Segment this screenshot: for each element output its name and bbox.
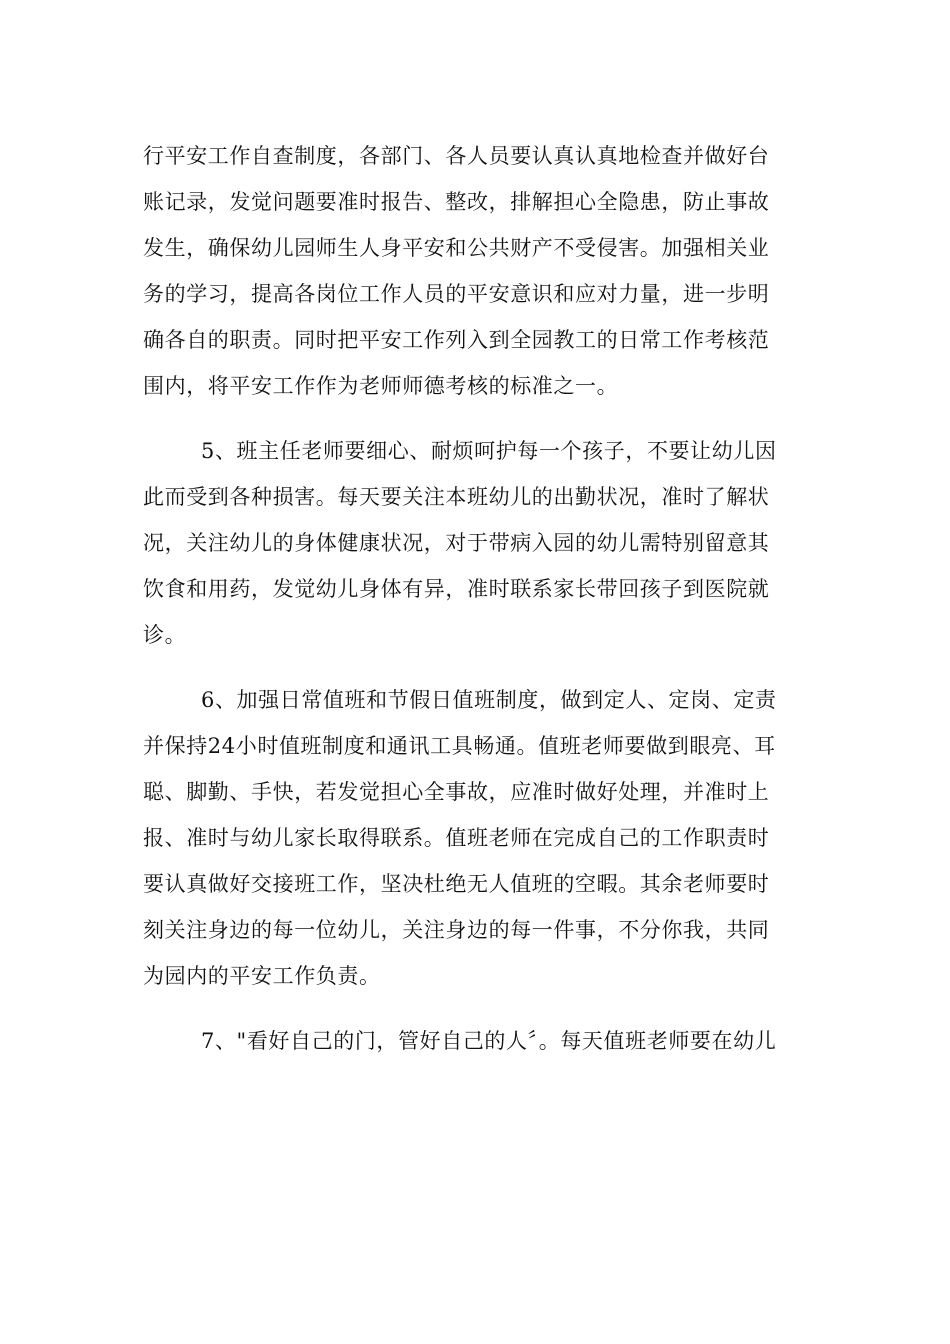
text-line: 刻关注身边的每一位幼儿，关注身边的每一件事，不分你我，共同: [143, 918, 770, 942]
text-line: 账记录，发觉问题要准时报告、整改，排解担心全隐患，防止事故: [143, 190, 770, 214]
text-line: 5、班主任老师要细心、耐烦呵护每一个孩子，不要让幼儿因: [201, 439, 777, 463]
text-line: 报、准时与幼儿家长取得联系。值班老师在完成自己的工作职责时: [143, 826, 770, 850]
paragraph-gap: [143, 999, 808, 1018]
text-line: 并保持24小时值班制度和通讯工具畅通。值班老师要做到眼亮、耳: [143, 734, 776, 758]
text-line: 此而受到各种损害。每天要关注本班幼儿的出勤状况，准时了解状: [143, 485, 770, 509]
paragraph-item-5: [143, 428, 808, 658]
document-body: [143, 133, 808, 1064]
paragraph-item-6: [143, 677, 808, 999]
paragraph-safety-self-inspection: [143, 133, 808, 409]
text-line: 为园内的平安工作负责。: [143, 964, 381, 988]
text-line: 围内，将平安工作作为老师师德考核的标准之一。: [143, 374, 619, 398]
text-line: 务的学习，提高各岗位工作人员的平安意识和应对力量，进一步明: [143, 282, 770, 306]
paragraph-gap: [143, 409, 808, 428]
text-line: 7、"看好自己的门，管好自己的人〞。每天值班老师要在幼儿: [201, 1029, 777, 1053]
text-line: 况，关注幼儿的身体健康状况，对于带病入园的幼儿需特别留意其: [143, 531, 770, 555]
text-line: 饮食和用药，发觉幼儿身体有异，准时联系家长带回孩子到医院就: [143, 577, 770, 601]
text-line: 诊。: [143, 623, 187, 647]
paragraph-item-7: [143, 1018, 808, 1064]
text-line: 发生，确保幼儿园师生人身平安和公共财产不受侵害。加强相关业: [143, 236, 770, 260]
text-line: 聪、脚勤、手快，若发觉担心全事故，应准时做好处理，并准时上: [143, 780, 770, 804]
text-line: 行平安工作自查制度，各部门、各人员要认真认真地检查并做好台: [143, 144, 770, 168]
paragraph-gap: [143, 658, 808, 677]
text-line: 确各自的职责。同时把平安工作列入到全园教工的日常工作考核范: [143, 328, 770, 352]
text-line: 6、加强日常值班和节假日值班制度，做到定人、定岗、定责: [201, 688, 777, 712]
text-line: 要认真做好交接班工作，坚决杜绝无人值班的空暇。其余老师要时: [143, 872, 770, 896]
